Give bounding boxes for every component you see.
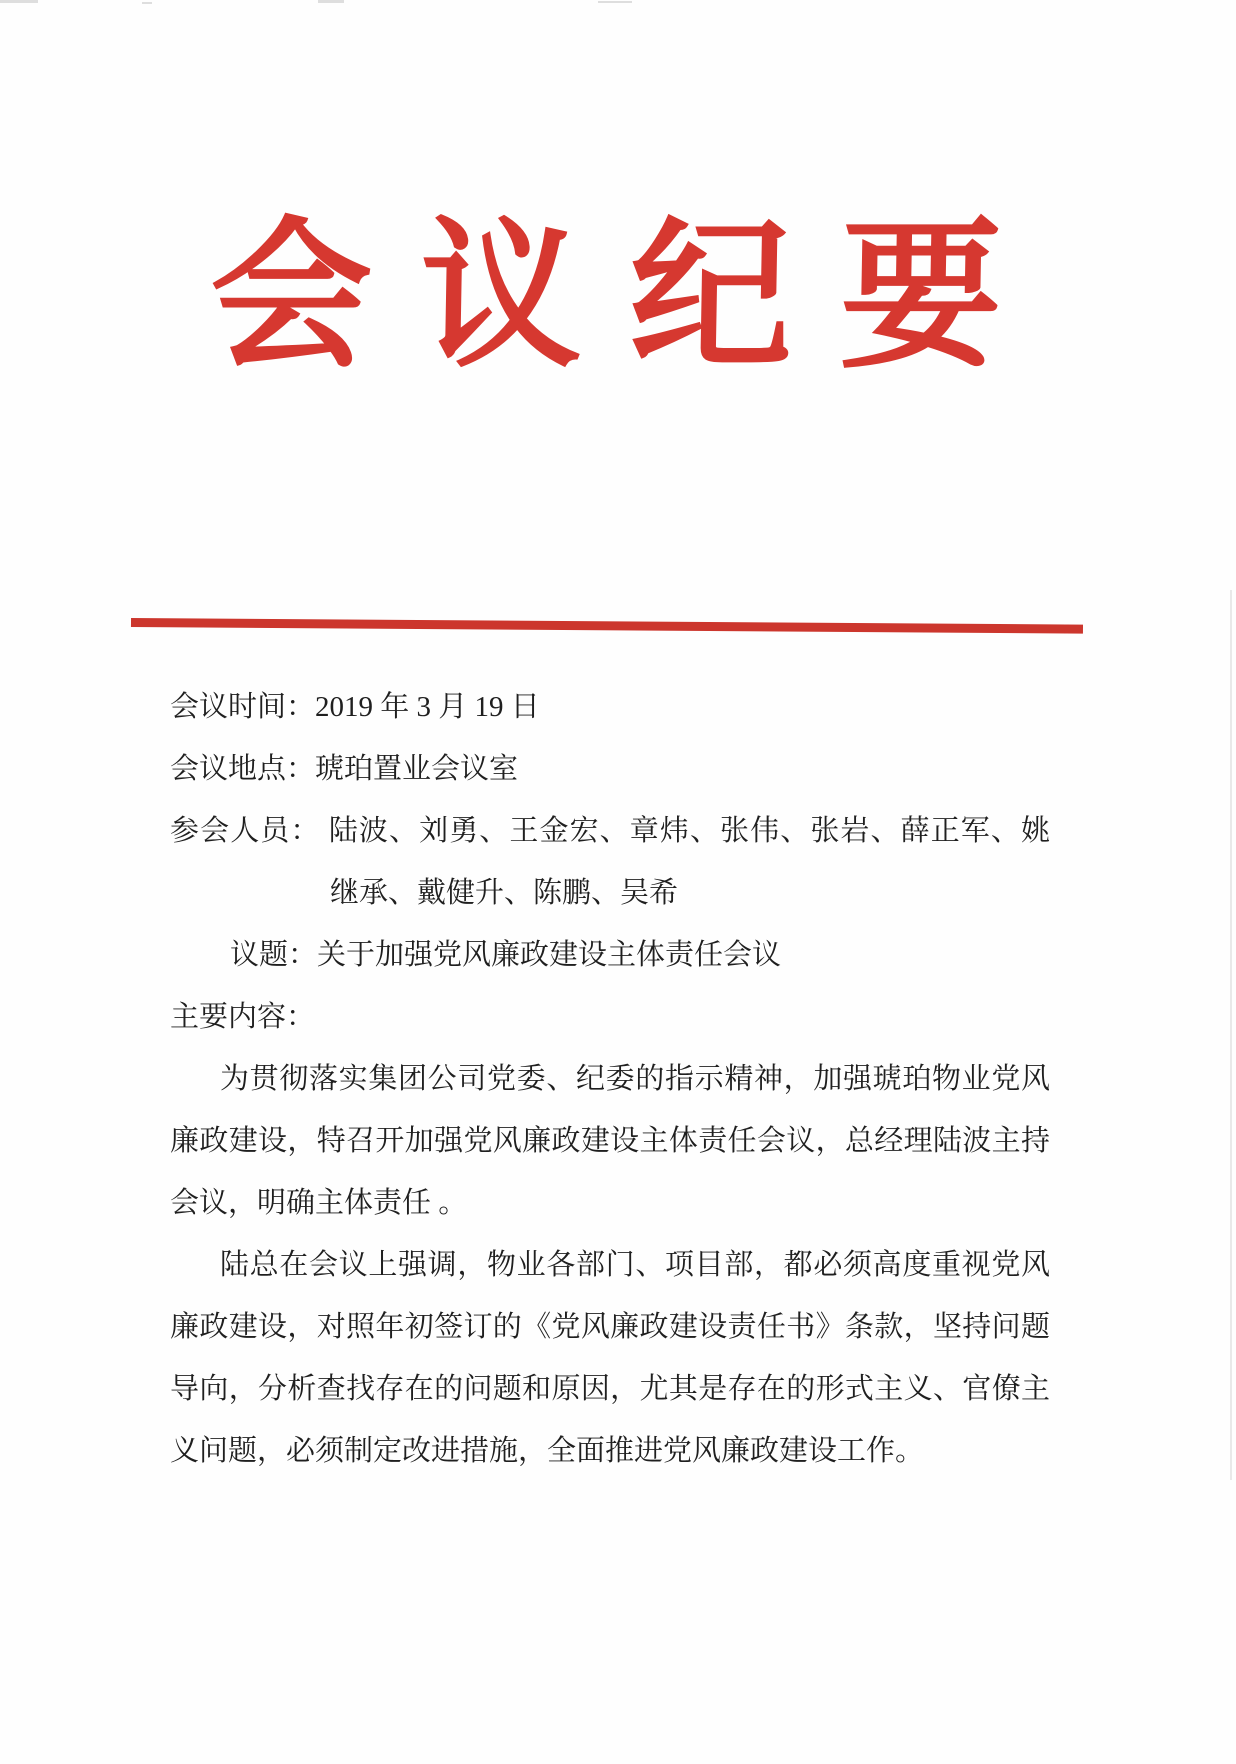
- scan-edge-artifact: [1230, 590, 1232, 1480]
- meeting-time-line: 会议时间：2019 年 3 月 19 日: [170, 691, 540, 723]
- scan-speck: [0, 0, 38, 3]
- paragraph-1-line-1: 为贯彻落实集团公司党委、纪委的指示精神，加强琥珀物业党风: [220, 1063, 1050, 1095]
- paragraph-2-line-3: 导向，分析查找存在的问题和原因，尤其是存在的形式主义、官僚主: [170, 1373, 1050, 1405]
- scan-speck: [142, 2, 152, 4]
- meeting-location-line: 会议地点：琥珀置业会议室: [170, 753, 519, 785]
- participants-line-1: 参会人员： 陆波、刘勇、王金宏、章炜、张伟、张岩、薛正军、姚: [170, 815, 1050, 847]
- topic-line: 议题：关于加强党风廉政建设主体责任会议: [230, 939, 782, 971]
- paragraph-1-line-3: 会议，明确主体责任 。: [170, 1187, 468, 1219]
- scan-speck: [318, 0, 344, 3]
- paragraph-1-line-2: 廉政建设，特召开加强党风廉政建设主体责任会议，总经理陆波主持: [170, 1125, 1050, 1157]
- participants-line-2: 继承、戴健升、陈鹏、吴希: [330, 877, 679, 909]
- document-body: [170, 676, 1050, 1482]
- scan-speck: [598, 1, 632, 3]
- paragraph-2-line-4: 义问题，必须制定改进措施，全面推进党风廉政建设工作。: [170, 1435, 925, 1467]
- paragraph-2-line-1: 陆总在会议上强调，物业各部门、项目部，都必须高度重视党风: [220, 1249, 1050, 1281]
- paragraph-2-line-2: 廉政建设，对照年初签订的《党风廉政建设责任书》条款，坚持问题: [170, 1311, 1050, 1343]
- main-content-label: 主要内容：: [170, 1001, 316, 1033]
- document-title: 会议纪要: [208, 209, 1052, 388]
- title-divider-rule: [131, 618, 1083, 634]
